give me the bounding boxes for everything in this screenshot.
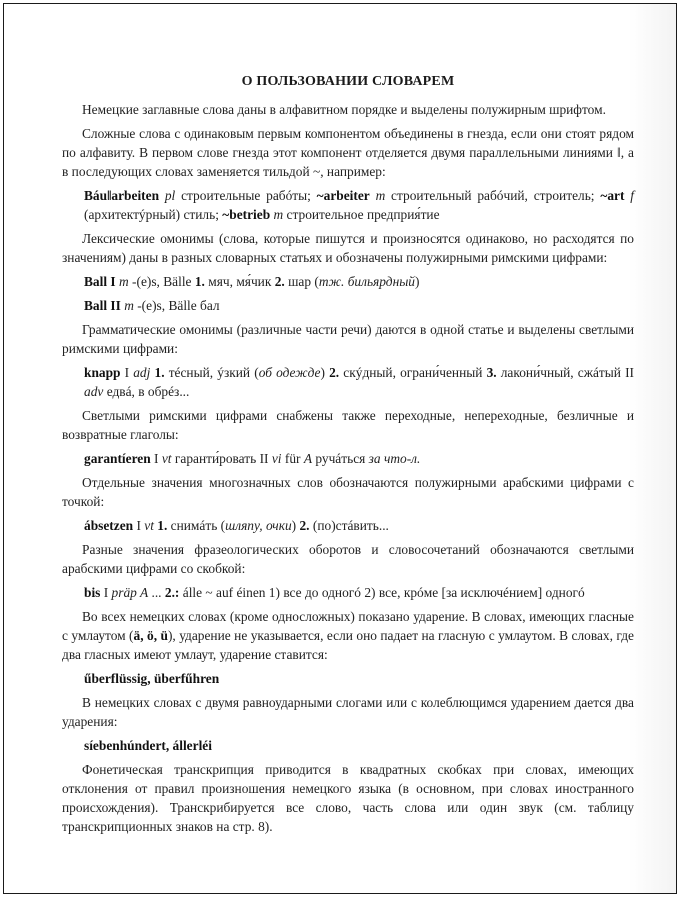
example-ball-1: Ball I m -(e)s, Bälle 1. мяч, мя́чик 2. шар (тж. бильярдный) (84, 274, 420, 289)
example-garantieren: garantíeren I vt гаранти́ровать II vi für A ручáться за что-л. (84, 451, 421, 466)
paragraph-meanings: Отдельные значения многозначных слов обозначаются полужирными арабскими цифрами с точкой: (62, 475, 634, 509)
paragraph-double-stress: В немецких словах с двумя равноударными слогами или с колеблющимся ударением дается два ударения: (62, 695, 634, 729)
paragraph-phraseology: Разные значения фразеологических оборотов и словосочетаний обозначаются светлыми арабскими цифрами со скобкой: (62, 542, 634, 576)
paragraph-verbs: Светлыми римскими цифрами снабжены также переходные, непереходные, безличные и возвратные глаголы: (62, 408, 634, 442)
paragraph-stress: Во всех немецких словах (кроме односложных) показано ударение. В словах, имеющих гласные с умлаутом (ä, ö, ü), ударение не указывается, если оно падает на гласную с умлаутом. В словах, где два гласных имеют умлаут, ударение ставится: (62, 609, 634, 662)
paragraph-headwords: Немецкие заглавные слова даны в алфавитном порядке и выделены полужирным шрифтом. (82, 102, 606, 117)
paragraph-compound-words: Сложные слова с одинаковым первым компонентом объединены в гнезда, если они стоят рядом по алфавиту. В первом слове гнезда этот компонент отделяется двумя параллельными линиями ‖, а в последующих словах заменяется тильдой ~, например: (62, 126, 634, 179)
example-double-stress: síebenhúndert, állerléi (84, 738, 212, 753)
example-absetzen: ábsetzen I vt 1. снимáть (шляпу, очки) 2. (по)стáвить... (84, 518, 389, 533)
example-bau: Báu‖arbeiten pl строительные рабóты; ~arbeiter m строительный рабóчий, строитель; ~art f (архитектýрный) стиль; ~betrieb m строительное предприя́тие (84, 188, 634, 222)
paragraph-grammatical-homonyms: Грамматические омонимы (различные части речи) даются в одной статье и выделены светлыми римскими цифрами: (62, 322, 634, 356)
paragraph-lexical-homonyms: Лексические омонимы (слова, которые пишутся и произносятся одинаково, но расходятся по значениям) даны в разных словарных статьях и обозначены полужирными римскими цифрами: (62, 231, 634, 265)
document-body (62, 72, 634, 841)
page-title: О ПОЛЬЗОВАНИИ СЛОВАРЕМ (241, 74, 455, 89)
example-ball-2: Ball II m -(e)s, Bälle бал (84, 298, 220, 313)
example-umlaut-stress: űberflüssig, überfűhren (84, 671, 220, 686)
example-bis: bis I präp A ... 2.: álle ~ auf éinen 1) все до одногó 2) все, крóме [за исключéнием] одногó (84, 585, 585, 600)
paragraph-transcription: Фонетическая транскрипция приводится в квадратных скобках при словах, имеющих отклонения от правил произношения немецкого языка (в основном, при словах иностранного происхождения). Транскрибируется все слово, часть слова или один звук (см. таблицу транскрипционных знаков на стр. 8). (62, 762, 634, 834)
example-knapp: knapp I adj 1. тéсный, ýзкий (об одежде) 2. скýдный, ограни́ченный 3. лакони́чный, сжáтый II adv едвá, в обрéз... (84, 365, 635, 399)
